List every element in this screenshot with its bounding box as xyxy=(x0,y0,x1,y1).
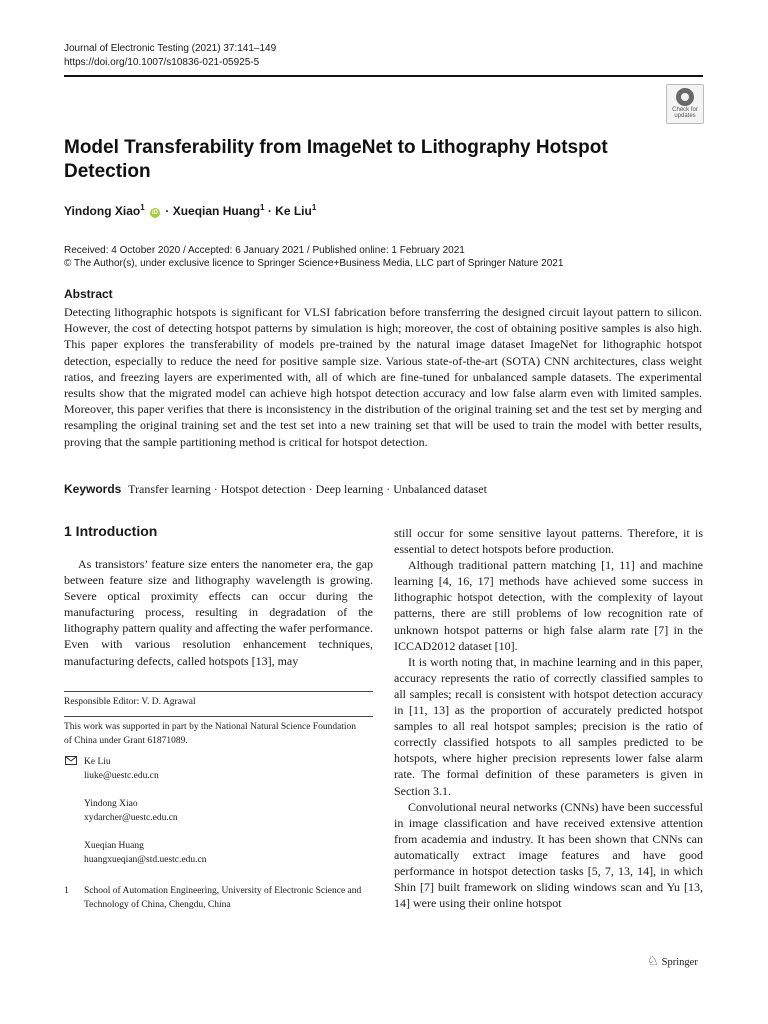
publisher-footer xyxy=(647,953,698,969)
contact-name: Ke Liu xyxy=(84,757,111,767)
paragraph: still occur for some sensitive layout patterns. Therefore, it is essential to detect hotspots before production. xyxy=(394,526,703,557)
author-name[interactable]: Ke Liu xyxy=(275,204,312,218)
contact-email[interactable]: huangxueqian@std.uestc.edu.cn xyxy=(84,855,207,865)
keywords-text: Transfer learning · Hotspot detection · Deep learning · Unbalanced dataset xyxy=(128,482,487,496)
journal-citation: Journal of Electronic Testing (2021) 37:141–149 xyxy=(64,43,277,54)
section-heading: 1 Introduction xyxy=(64,523,158,539)
funding-note: This work was supported in part by the National Natural Science Foundation of China under Grant 61871089. xyxy=(64,722,357,746)
doi-link[interactable]: https://doi.org/10.1007/s10836-021-05925-5 xyxy=(64,57,260,68)
check-updates-label: Check for updates xyxy=(672,107,698,119)
author-list: Yindong Xiao$^1$ iD · Xueqian Huang$^1$ · Ke Liu$^1$ xyxy=(64,203,317,218)
right-column-text xyxy=(394,525,703,911)
contact-name: Xueqian Huang xyxy=(84,841,144,851)
publisher-name: Springer xyxy=(661,957,698,968)
author-affil-sup: 1 xyxy=(311,203,317,212)
header-rule xyxy=(64,75,703,77)
publication-info xyxy=(64,244,563,270)
springer-horse-icon: ♘ xyxy=(647,953,659,968)
check-for-updates-badge[interactable] xyxy=(666,84,704,124)
contact-email[interactable]: xydarcher@uestc.edu.cn xyxy=(84,813,178,823)
footnote-rule xyxy=(64,716,373,717)
envelope-icon xyxy=(65,756,77,768)
keywords-label: Keywords xyxy=(64,482,122,496)
contact-email[interactable]: liuke@uestc.edu.cn xyxy=(84,771,159,781)
paper-title: Model Transferability from ImageNet to Lithography Hotspot Detection xyxy=(64,137,608,182)
author-affil-sup: 1 xyxy=(140,203,145,212)
responsible-editor: Responsible Editor: V. D. Agrawal xyxy=(64,697,196,707)
contact-list xyxy=(64,755,206,867)
left-column-text xyxy=(64,556,373,669)
paragraph: Although traditional pattern matching [1, 11] and machine learning [4, 16, 17] methods have achieved some success in lithographic hotspot detection, with the complexity of layout patterns, there are still problems of low recognition rate of unknown hotspot patterns or high false alarm rate [7] in the ICCAD2012 dataset [10]. xyxy=(394,558,703,653)
affiliation-note xyxy=(64,884,373,912)
author-name[interactable]: Xueqian Huang xyxy=(172,204,261,218)
abstract-text: Detecting lithographic hotspots is significant for VLSI fabrication before transferring the designed circuit layout pattern to silicon. However, the cost of detecting hotspot patterns by simulation is high; moreover, the cost of obtaining positive samples is also high. This paper explores the transferability of models pre-trained by the natural image dataset ImageNet for lithographic hotspot detection, especially to reduce the need for positive sample size. Various state-of-the-art (SOTA) CNN architectures, class weight ratios, and freezing layers are experimented with, all of which are fine-tuned for unbalanced sample datasets. The experimental results show that the migrated model can achieve high hotspot detection accuracy and low false alarm even with limited samples. Moreover, this paper verifies that there is inconsistency in the distribution of the original training set and the test set by merging and resampling the original training set and the test set into a new training set that will be used to train the model with better results, proving that the sample partitioning method is critical for hotspot detection. xyxy=(64,305,702,449)
affiliation-text: School of Automation Engineering, University of Electronic Science and Technology of China, Chengdu, China xyxy=(84,886,362,910)
abstract-heading: Abstract xyxy=(64,287,113,301)
keywords xyxy=(64,482,487,497)
footnote-rule xyxy=(64,691,373,692)
check-updates-icon xyxy=(676,88,694,106)
orcid-icon[interactable]: iD xyxy=(152,210,159,216)
paragraph: It is worth noting that, in machine learning and in this paper, accuracy represents the ratio of correctly classified samples to all samples; recall is consistent with hotspot detection accuracy in [11, 13] as the proportion of accurately predicted hotspot samples to all real hotspot samples; precision is the ratio of correctly classified hotspots to all samples predicted to be hotspots, where higher precision represents lower false alarm rate. The formal definition of these parameters is given in Section 3.1. xyxy=(394,654,703,798)
publication-dates: Received: 4 October 2020 / Accepted: 6 January 2021 / Published online: 1 February 2021 xyxy=(64,245,465,256)
contact-name: Yindong Xiao xyxy=(84,799,138,809)
journal-header xyxy=(64,42,276,70)
paragraph: As transistors’ feature size enters the nanometer era, the gap between feature size and lithography wavelength is growing. Severe optical proximity effects can occur during the manufacturing process, resulting in degradation of the lithography pattern quality and affecting the wafer performance. Even with various resolution enhancement techniques, manufacturing defects, called hotspots [13], may xyxy=(64,557,373,668)
paragraph: Convolutional neural networks (CNNs) have been successful in image classification and have received extensive attention from academia and industry. It has been shown that CNNs can automatically extract image features and have good performance in hotspot detection tasks [5, 7, 13, 14], in which Shin [7] built framework on sliding windows scan and Yu [13, 14] were using their online hotspot xyxy=(394,799,703,911)
copyright-line: © The Author(s), under exclusive licence to Springer Science+Business Media, LLC part of Springer Nature 2021 xyxy=(64,258,564,269)
affiliation-number: 1 xyxy=(64,886,69,896)
author-affil-sup: 1 xyxy=(260,203,265,212)
author-name[interactable]: Yindong Xiao xyxy=(64,204,141,218)
